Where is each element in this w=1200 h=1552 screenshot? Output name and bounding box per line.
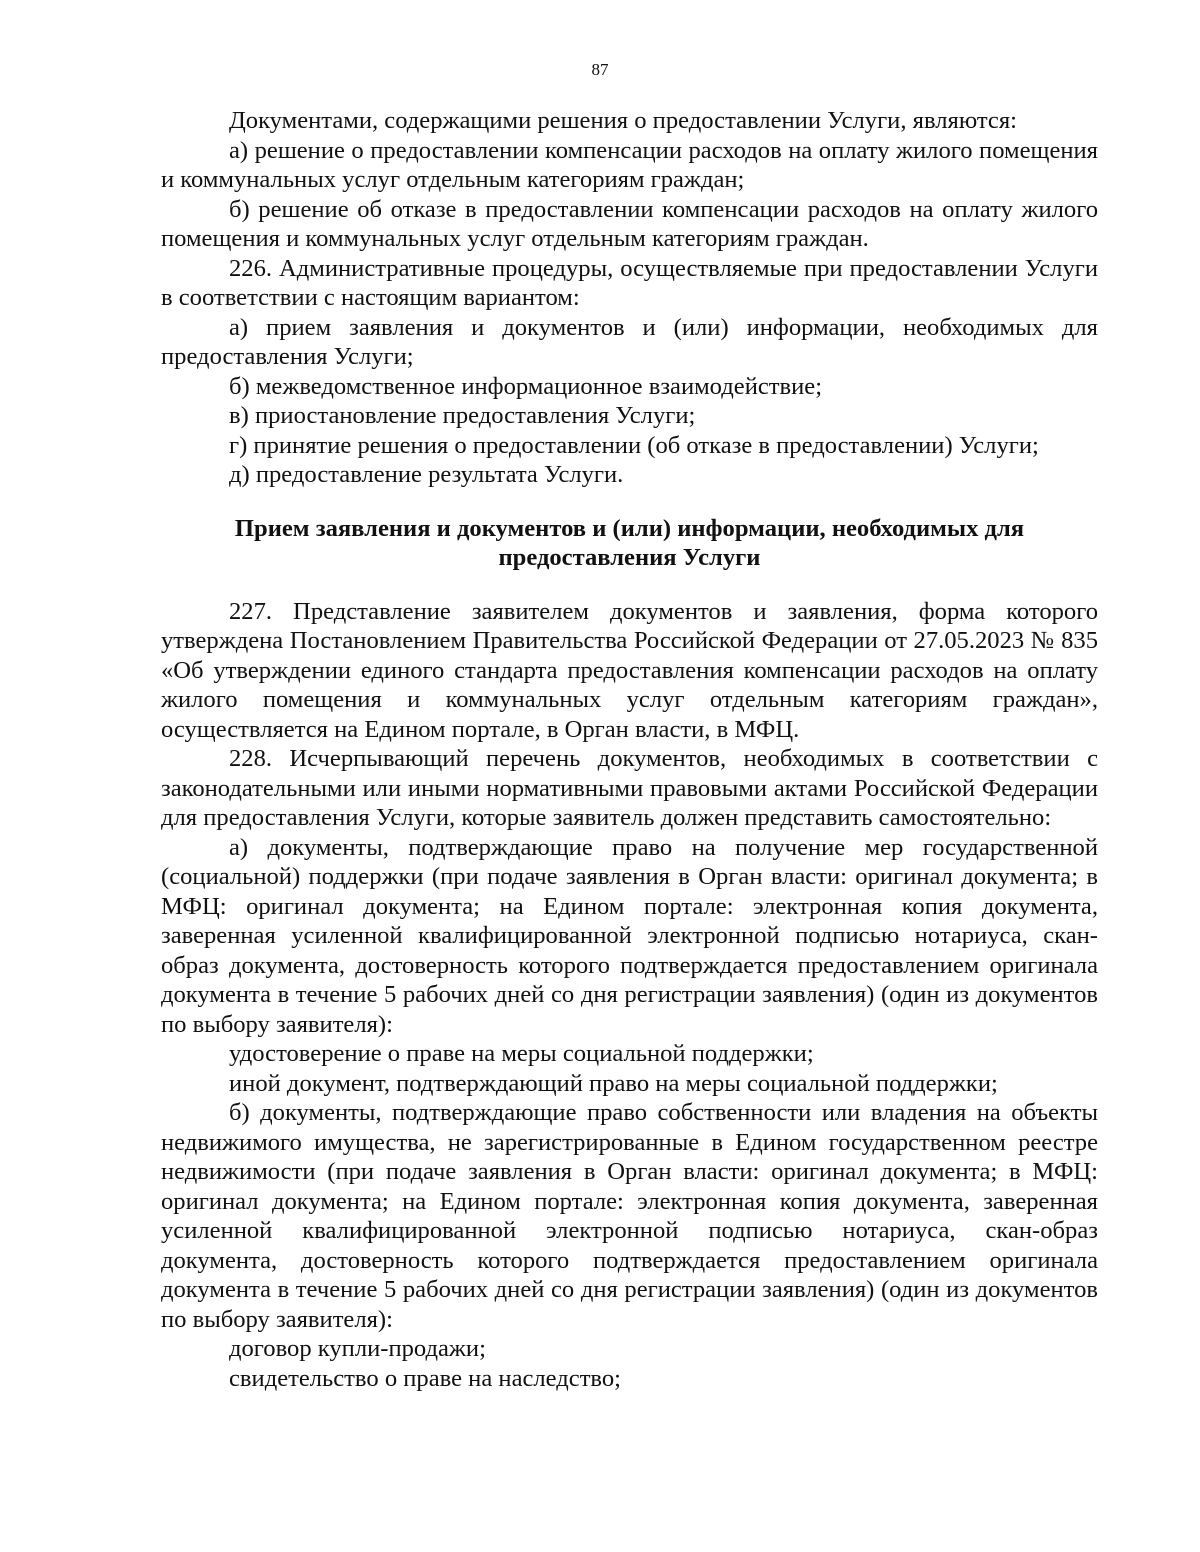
doc-item-a: а) документы, подтверждающие право на получение мер государственной (социальной) поддержки (при подаче заявления в Орган власти: оригинал документа; в МФЦ: оригинал документа; на Едином портале: электронная копия документа, заверенная усиленной квалифицированной электронной подписью нотариуса, скан-образ документа, достоверность которого подтверждается предоставлением оригинала документа в течение 5 рабочих дней со дня регистрации заявления) (один из документов по выбору заявителя): xyxy=(161,833,1098,1038)
list-item-a-decision: а) решение о предоставлении компенсации расходов на оплату жилого помещения и коммунальных услуг отдельным категориям граждан; xyxy=(161,136,1098,193)
list-item-b-refusal: б) решение об отказе в предоставлении компенсации расходов на оплату жилого помещения и коммунальных услуг отдельным категориям граждан. xyxy=(161,195,1098,252)
page-number: 87 xyxy=(591,60,609,79)
doc-item-b: б) документы, подтверждающие право собственности или владения на объекты недвижимого имущества, не зарегистрированные в Едином государственном реестре недвижимости (при подаче заявления в Орган власти: оригинал документа; в МФЦ: оригинал документа; на Едином портале: электронная копия документа, заверенная усиленной квалифицированной электронной подписью нотариуса, скан-образ документа, достоверность которого подтверждается предоставлением оригинала документа в течение 5 рабочих дней со дня регистрации заявления) (один из документов по выбору заявителя): xyxy=(161,1099,1098,1333)
paragraph-intro: Документами, содержащими решения о предоставлении Услуги, являются: xyxy=(229,107,1017,134)
procedure-item-b: б) межведомственное информационное взаимодействие; xyxy=(229,372,823,400)
clause-226: 226. Административные процедуры, осуществляемые при предоставлении Услуги в соответствии с настоящим вариантом: xyxy=(161,254,1098,311)
doc-subitem-other: иной документ, подтверждающий право на меры социальной поддержки; xyxy=(229,1069,998,1097)
procedure-item-c: в) приостановление предоставления Услуги; xyxy=(229,402,696,429)
procedure-item-e: д) предоставление результата Услуги. xyxy=(229,461,624,488)
section-heading: Прием заявления и документов и (или) информации, необходимых для предоставления Услуги xyxy=(234,514,1025,571)
doc-subitem-certificate: удостоверение о праве на меры социальной поддержки; xyxy=(229,1040,814,1067)
doc-subitem-inheritance: свидетельство о праве на наследство; xyxy=(229,1364,622,1392)
clause-227: 227. Представление заявителем документов и заявления, форма которого утверждена Постановлением Правительства Российской Федерации от 27.05.2023 № 835 «Об утверждении единого стандарта предоставления компенсации расходов на оплату жилого помещения и коммунальных услуг отдельным категориям граждан», осуществляется на Едином портале, в Орган власти, в МФЦ. xyxy=(161,597,1098,743)
procedure-item-d: г) принятие решения о предоставлении (об отказе в предоставлении) Услуги; xyxy=(229,431,1039,459)
procedure-item-a: а) прием заявления и документов и (или) информации, необходимых для предоставления Услуги; xyxy=(161,313,1098,370)
document-body xyxy=(161,106,1098,1393)
clause-228: 228. Исчерпывающий перечень документов, необходимых в соответствии с законодательными или иными нормативными правовыми актами Российской Федерации для предоставления Услуги, которые заявитель должен представить самостоятельно: xyxy=(161,745,1098,831)
doc-subitem-sale-contract: договор купли-продажи; xyxy=(229,1335,486,1362)
